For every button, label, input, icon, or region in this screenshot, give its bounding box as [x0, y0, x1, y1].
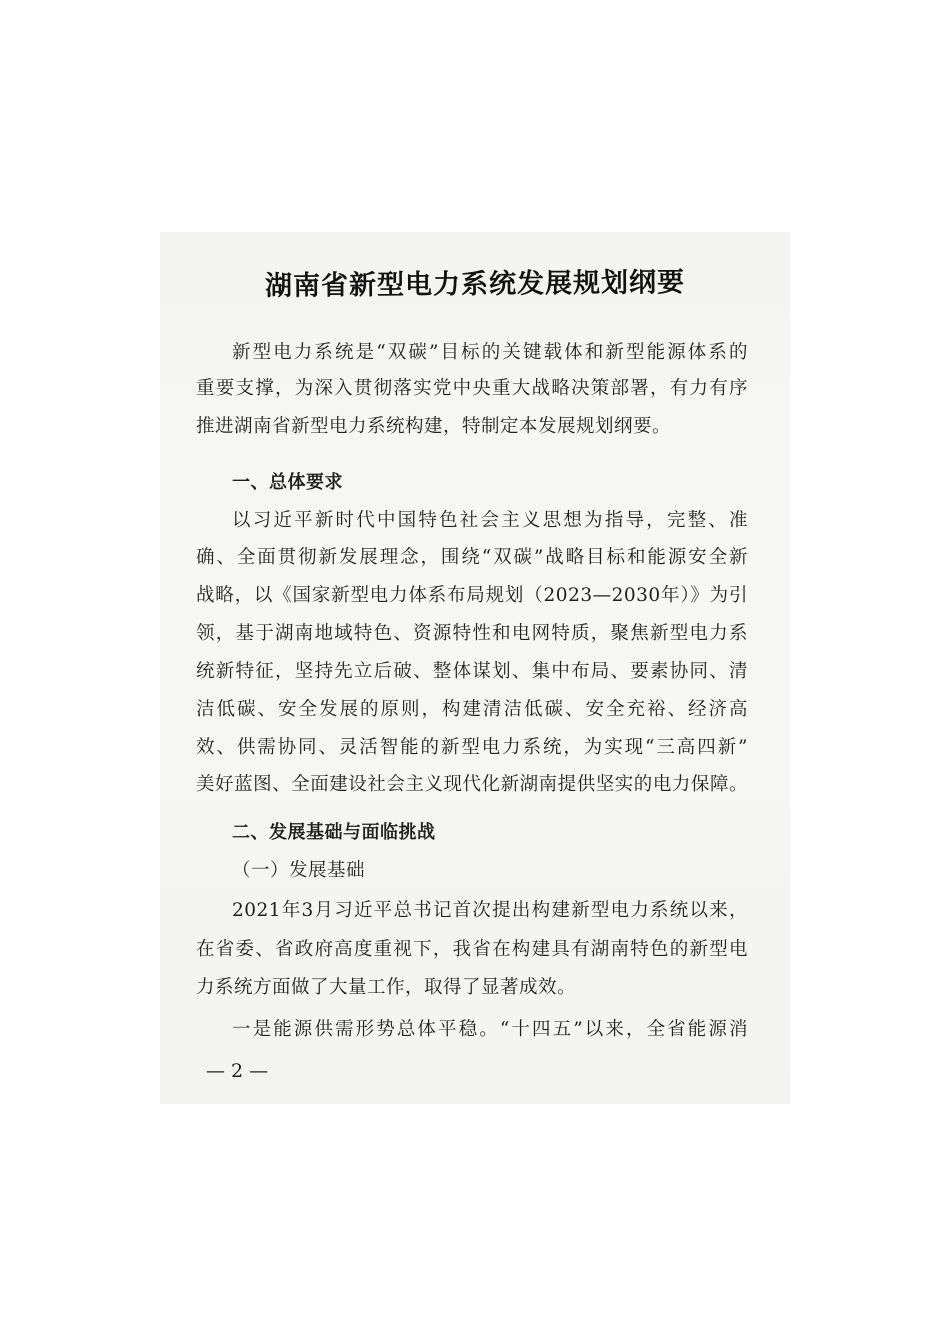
page-number: — 2 —	[206, 1060, 269, 1082]
document-title: 湖南省新型电力系统发展规划纲要	[264, 267, 686, 302]
subsection1-line-1: 2021年3月习近平总书记首次提出构建新型电力系统以来，	[232, 900, 748, 921]
section1-line-1: 以习近平新时代中国特色社会主义思想为指导，完整、准	[232, 510, 748, 531]
section1-line-3: 战略，以《国家新型电力体系布局规划（2023—2030年）》为引	[196, 585, 748, 606]
section1-line-8: 美好蓝图、全面建设社会主义现代化新湖南提供坚实的电力保障。	[196, 774, 748, 795]
section-heading-general-requirements: 一、总体要求	[232, 472, 343, 493]
section1-line-6: 洁低碳、安全发展的原则，构建清洁低碳、安全充裕、经济高	[196, 699, 748, 720]
section-heading-foundation-challenges: 二、发展基础与面临挑战	[232, 822, 436, 843]
section1-line-7: 效、供需协同、灵活智能的新型电力系统，为实现“三高四新”	[196, 737, 748, 758]
section1-line-2: 确、全面贯彻新发展理念，围绕“双碳”战略目标和能源安全新	[196, 547, 748, 568]
subsection1-line-3: 力系统方面做了大量工作，取得了显著成效。	[196, 977, 577, 998]
intro-line-2: 重要支撑，为深入贯彻落实党中央重大战略决策部署，有力有序	[196, 378, 748, 399]
subsection-heading-foundation: （一）发展基础	[232, 860, 366, 881]
point1-line: 一是能源供需形势总体平稳。“十四五”以来，全省能源消	[232, 1019, 748, 1040]
intro-line-1: 新型电力系统是“双碳”目标的关键载体和新型能源体系的	[232, 342, 748, 363]
section1-line-4: 领，基于湖南地域特色、资源特性和电网特质，聚焦新型电力系	[196, 623, 748, 644]
section1-line-5: 统新特征，坚持先立后破、整体谋划、集中布局、要素协同、清	[196, 661, 748, 682]
intro-line-3: 推进湖南省新型电力系统构建，特制定本发展规划纲要。	[196, 416, 672, 437]
subsection1-line-2: 在省委、省政府高度重视下，我省在构建具有湖南特色的新型电	[196, 939, 748, 960]
